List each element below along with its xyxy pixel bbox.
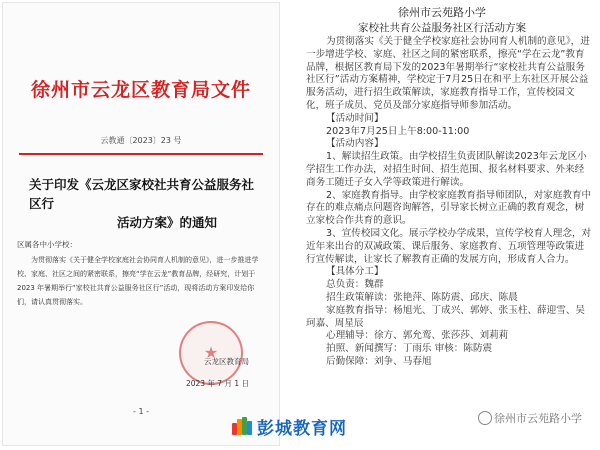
- notice-title: [29, 175, 261, 232]
- watermark: [478, 410, 582, 426]
- brand-logo: [232, 414, 347, 438]
- time-heading: 【活动时间】: [326, 112, 384, 124]
- time-value: 2023年7月25日上午8:00-11:00: [326, 125, 470, 137]
- brand-name: 彭城教育网: [257, 418, 347, 439]
- wechat-icon: [478, 411, 492, 425]
- notice-body: 为贯彻落实《关于健全学校家庭社会协同育人机制的意见》，进一步推进学校、家庭、社区之间的紧密联系，擦亮“学在云龙”教育品牌，经研究，计划于 2023 年暑期举行“家校社共育公益服务社区行”活动，现将活动方案印发给你们，请认真贯彻落实。: [17, 256, 259, 306]
- signature-block: [186, 351, 249, 395]
- document-number: 云教通〔2023〕23 号: [100, 136, 182, 145]
- addressee: 区属各中小学校：: [17, 240, 77, 249]
- content-item-2: 2、家庭教育指导。由学校家庭教育指导师团队，对家庭教育中存在的难点痛点问题咨询解答，引导家长树立正确的教育观念，树立家校合作共育的意识。: [306, 189, 592, 227]
- division-heading: 【具体分工】: [326, 266, 384, 278]
- logistics-line: 后勤保障：刘争、马春旭: [326, 355, 432, 367]
- photo-news-line: 拍照、新闻撰写：丁雨乐 审核：陈防震: [326, 343, 493, 355]
- book-icon: [232, 417, 254, 435]
- family-education-team-line: 家庭教育指导：杨旭光、丁成兴、郭婷、张玉柱、薛迎雪、吴珂嘉、周星辰: [306, 304, 586, 329]
- commander-line: 总负责：魏群: [326, 279, 384, 291]
- activity-plan-title: 家校社共育公益服务社区行活动方案: [358, 22, 526, 34]
- page-number: - 1 -: [133, 407, 149, 416]
- red-divider-line: [19, 153, 263, 155]
- school-name-header: 徐州市云苑路小学: [398, 6, 486, 19]
- official-document-page: [2, 2, 280, 446]
- activity-plan-content: [306, 36, 592, 369]
- content-item-3: 3、宣传校园文化。展示学校办学成果，宣传学校育人理念，对近年来出台的双减政策、课后服务、家庭教育、五项管理等政策进行宣传解读，让家长了解教育正确的发展方向，形成育人合力。: [306, 227, 592, 265]
- enrollment-team-line: 招生政策解读：张艳萍、陈防震、邱庆、陈晨: [326, 291, 518, 303]
- notice-title-line1: 关于印发《云龙区家校社共育公益服务社区行: [29, 177, 255, 211]
- intro-paragraph: 为贯彻落实《关于健全学校家庭社会协同育人机制的意见》，进一步增进学校、家庭、社区之间的紧密联系，擦亮“学在云龙”教育品牌，根据区教育局下发的2023年暑期举行“家校社共育公益服务社区行”活动方案精神，学校定于7月25日在和平上东社区开展公益服务活动，进行招生政策解读，家庭教育指导工作，宣传校园文化，班子成员、党员及部分家庭指导师参加活动。: [306, 36, 590, 111]
- document-header-title: 徐州市云龙区教育局文件: [30, 79, 251, 101]
- content-item-1: 1、解读招生政策。由学校招生负责团队解读2023年云龙区小学招生工作办法，对招生时间、招生范围、报名材料要求、外来经商务工随迁子女入学等政策进行解读。: [306, 151, 587, 188]
- counseling-team-line: 心理辅导：徐方、郭允鸾、张莎莎、刘莉莉: [326, 330, 509, 342]
- notice-title-line2: 活动方案》的通知: [117, 215, 218, 230]
- issuer-name: 云龙区教育局: [204, 357, 249, 366]
- content-heading: 【活动内容】: [326, 138, 384, 150]
- issue-date: 2023 年 7 月 1 日: [185, 379, 249, 388]
- activity-plan-page: [286, 2, 598, 448]
- watermark-text: 徐州市云苑路小学: [494, 412, 582, 425]
